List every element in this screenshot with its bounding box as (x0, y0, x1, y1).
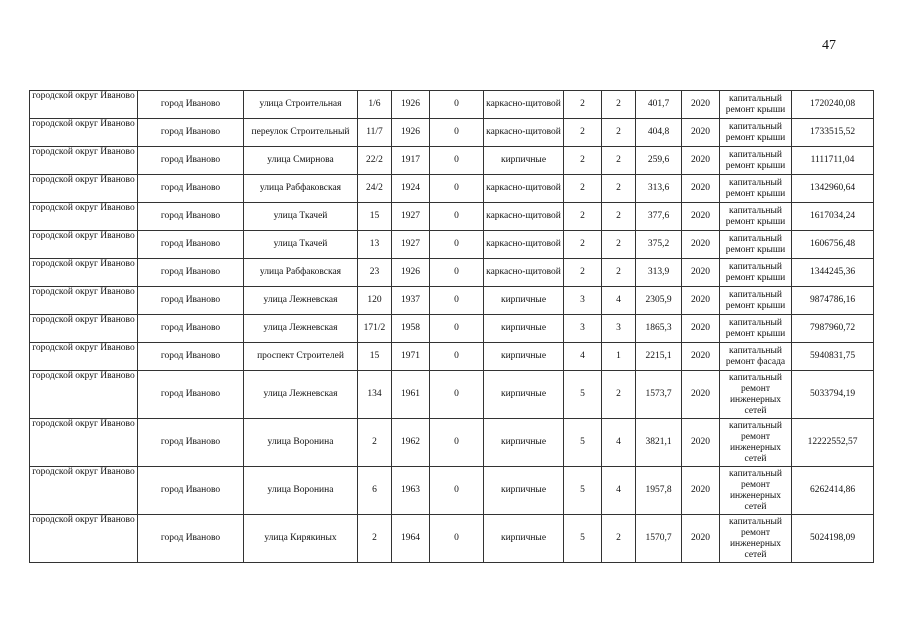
cell-cost: 1342960,64 (792, 175, 874, 203)
cell-planned-year: 2020 (682, 287, 720, 315)
cell-year-major-repair: 0 (430, 119, 484, 147)
cell-area: 377,6 (636, 203, 682, 231)
cell-area: 1570,7 (636, 515, 682, 563)
cell-house-number: 2 (358, 515, 392, 563)
cell-year-built: 1937 (392, 287, 430, 315)
cell-year-built: 1958 (392, 315, 430, 343)
cell-floors: 2 (564, 91, 602, 119)
cell-cost: 1111711,04 (792, 147, 874, 175)
cell-work-type: капитальный ремонт крыши (720, 287, 792, 315)
table-row (30, 515, 874, 563)
cell-settlement: город Иваново (138, 315, 244, 343)
cell-street: улица Ткачей (244, 203, 358, 231)
cell-area: 3821,1 (636, 419, 682, 467)
cell-entrances: 2 (602, 203, 636, 231)
cell-area: 1573,7 (636, 371, 682, 419)
cell-year-built: 1924 (392, 175, 430, 203)
cell-municipality: городской округ Иваново (30, 343, 138, 371)
cell-entrances: 2 (602, 371, 636, 419)
table-row (30, 231, 874, 259)
cell-street: проспект Строителей (244, 343, 358, 371)
cell-house-number: 23 (358, 259, 392, 287)
cell-wall-material: каркасно-щитовой (484, 259, 564, 287)
cell-year-major-repair: 0 (430, 231, 484, 259)
cell-entrances: 4 (602, 419, 636, 467)
buildings-table (29, 90, 874, 563)
cell-area: 401,7 (636, 91, 682, 119)
cell-settlement: город Иваново (138, 91, 244, 119)
cell-year-major-repair: 0 (430, 315, 484, 343)
table-row (30, 343, 874, 371)
table-body (30, 91, 874, 563)
cell-street: улица Строительная (244, 91, 358, 119)
cell-settlement: город Иваново (138, 343, 244, 371)
cell-planned-year: 2020 (682, 175, 720, 203)
cell-cost: 1606756,48 (792, 231, 874, 259)
cell-year-major-repair: 0 (430, 287, 484, 315)
cell-work-type: капитальный ремонт крыши (720, 259, 792, 287)
cell-municipality: городской округ Иваново (30, 287, 138, 315)
cell-wall-material: кирпичные (484, 147, 564, 175)
table-row (30, 287, 874, 315)
cell-year-built: 1926 (392, 259, 430, 287)
cell-municipality: городской округ Иваново (30, 91, 138, 119)
cell-floors: 2 (564, 147, 602, 175)
cell-entrances: 1 (602, 343, 636, 371)
cell-year-built: 1961 (392, 371, 430, 419)
cell-house-number: 120 (358, 287, 392, 315)
cell-entrances: 2 (602, 119, 636, 147)
cell-planned-year: 2020 (682, 343, 720, 371)
cell-area: 259,6 (636, 147, 682, 175)
cell-work-type: капитальный ремонт инженерных сетей (720, 515, 792, 563)
cell-floors: 2 (564, 175, 602, 203)
cell-area: 2215,1 (636, 343, 682, 371)
table-row (30, 91, 874, 119)
cell-settlement: город Иваново (138, 175, 244, 203)
cell-floors: 3 (564, 315, 602, 343)
cell-work-type: капитальный ремонт крыши (720, 175, 792, 203)
cell-floors: 2 (564, 203, 602, 231)
cell-area: 404,8 (636, 119, 682, 147)
cell-planned-year: 2020 (682, 371, 720, 419)
cell-work-type: капитальный ремонт фасада (720, 343, 792, 371)
cell-year-major-repair: 0 (430, 371, 484, 419)
cell-municipality: городской округ Иваново (30, 467, 138, 515)
cell-cost: 1733515,52 (792, 119, 874, 147)
cell-street: улица Лежневская (244, 315, 358, 343)
cell-street: переулок Строительный (244, 119, 358, 147)
cell-municipality: городской округ Иваново (30, 371, 138, 419)
cell-year-built: 1963 (392, 467, 430, 515)
cell-house-number: 134 (358, 371, 392, 419)
cell-entrances: 3 (602, 315, 636, 343)
cell-wall-material: кирпичные (484, 419, 564, 467)
cell-area: 375,2 (636, 231, 682, 259)
cell-floors: 5 (564, 467, 602, 515)
cell-wall-material: кирпичные (484, 371, 564, 419)
cell-municipality: городской округ Иваново (30, 315, 138, 343)
cell-cost: 9874786,16 (792, 287, 874, 315)
cell-year-major-repair: 0 (430, 467, 484, 515)
cell-settlement: город Иваново (138, 231, 244, 259)
cell-settlement: город Иваново (138, 515, 244, 563)
cell-entrances: 2 (602, 175, 636, 203)
table-row (30, 467, 874, 515)
cell-year-major-repair: 0 (430, 343, 484, 371)
cell-wall-material: кирпичные (484, 315, 564, 343)
cell-cost: 7987960,72 (792, 315, 874, 343)
cell-municipality: городской округ Иваново (30, 119, 138, 147)
cell-house-number: 15 (358, 203, 392, 231)
cell-house-number: 13 (358, 231, 392, 259)
cell-settlement: город Иваново (138, 467, 244, 515)
cell-cost: 5033794,19 (792, 371, 874, 419)
cell-work-type: капитальный ремонт инженерных сетей (720, 419, 792, 467)
cell-wall-material: кирпичные (484, 287, 564, 315)
cell-street: улица Ткачей (244, 231, 358, 259)
cell-cost: 6262414,86 (792, 467, 874, 515)
cell-area: 1865,3 (636, 315, 682, 343)
cell-work-type: капитальный ремонт крыши (720, 119, 792, 147)
cell-street: улица Кирякиных (244, 515, 358, 563)
cell-year-built: 1926 (392, 91, 430, 119)
cell-work-type: капитальный ремонт инженерных сетей (720, 371, 792, 419)
cell-work-type: капитальный ремонт крыши (720, 147, 792, 175)
cell-house-number: 6 (358, 467, 392, 515)
cell-floors: 2 (564, 119, 602, 147)
cell-planned-year: 2020 (682, 91, 720, 119)
cell-year-major-repair: 0 (430, 203, 484, 231)
cell-floors: 5 (564, 515, 602, 563)
cell-planned-year: 2020 (682, 467, 720, 515)
cell-municipality: городской округ Иваново (30, 419, 138, 467)
cell-entrances: 4 (602, 287, 636, 315)
cell-wall-material: каркасно-щитовой (484, 175, 564, 203)
cell-floors: 5 (564, 371, 602, 419)
cell-entrances: 2 (602, 515, 636, 563)
cell-work-type: капитальный ремонт крыши (720, 91, 792, 119)
cell-year-major-repair: 0 (430, 91, 484, 119)
cell-cost: 5940831,75 (792, 343, 874, 371)
cell-wall-material: каркасно-щитовой (484, 231, 564, 259)
cell-planned-year: 2020 (682, 147, 720, 175)
cell-municipality: городской округ Иваново (30, 147, 138, 175)
cell-municipality: городской округ Иваново (30, 515, 138, 563)
cell-work-type: капитальный ремонт крыши (720, 315, 792, 343)
cell-planned-year: 2020 (682, 315, 720, 343)
cell-entrances: 2 (602, 147, 636, 175)
cell-street: улица Воронина (244, 467, 358, 515)
cell-cost: 1344245,36 (792, 259, 874, 287)
cell-entrances: 2 (602, 91, 636, 119)
cell-year-major-repair: 0 (430, 419, 484, 467)
cell-work-type: капитальный ремонт инженерных сетей (720, 467, 792, 515)
cell-area: 2305,9 (636, 287, 682, 315)
cell-wall-material: кирпичные (484, 343, 564, 371)
cell-year-major-repair: 0 (430, 515, 484, 563)
page-number: 47 (822, 38, 836, 53)
cell-settlement: город Иваново (138, 119, 244, 147)
table-row (30, 147, 874, 175)
cell-floors: 3 (564, 287, 602, 315)
cell-wall-material: кирпичные (484, 515, 564, 563)
cell-planned-year: 2020 (682, 231, 720, 259)
table-row (30, 419, 874, 467)
cell-municipality: городской округ Иваново (30, 231, 138, 259)
cell-house-number: 15 (358, 343, 392, 371)
table-row (30, 119, 874, 147)
cell-house-number: 24/2 (358, 175, 392, 203)
cell-year-built: 1964 (392, 515, 430, 563)
cell-street: улица Смирнова (244, 147, 358, 175)
cell-area: 313,6 (636, 175, 682, 203)
cell-settlement: город Иваново (138, 371, 244, 419)
cell-work-type: капитальный ремонт крыши (720, 231, 792, 259)
cell-settlement: город Иваново (138, 287, 244, 315)
table-row (30, 203, 874, 231)
cell-house-number: 171/2 (358, 315, 392, 343)
cell-planned-year: 2020 (682, 259, 720, 287)
cell-wall-material: каркасно-щитовой (484, 91, 564, 119)
cell-settlement: город Иваново (138, 419, 244, 467)
cell-year-major-repair: 0 (430, 147, 484, 175)
cell-work-type: капитальный ремонт крыши (720, 203, 792, 231)
cell-floors: 2 (564, 231, 602, 259)
cell-street: улица Рабфаковская (244, 175, 358, 203)
cell-street: улица Лежневская (244, 371, 358, 419)
cell-floors: 4 (564, 343, 602, 371)
cell-settlement: город Иваново (138, 203, 244, 231)
cell-planned-year: 2020 (682, 119, 720, 147)
cell-year-built: 1926 (392, 119, 430, 147)
cell-wall-material: каркасно-щитовой (484, 203, 564, 231)
cell-municipality: городской округ Иваново (30, 203, 138, 231)
cell-house-number: 22/2 (358, 147, 392, 175)
cell-municipality: городской округ Иваново (30, 175, 138, 203)
cell-area: 313,9 (636, 259, 682, 287)
table-row (30, 371, 874, 419)
cell-floors: 5 (564, 419, 602, 467)
cell-year-major-repair: 0 (430, 259, 484, 287)
cell-entrances: 4 (602, 467, 636, 515)
cell-year-major-repair: 0 (430, 175, 484, 203)
cell-planned-year: 2020 (682, 419, 720, 467)
cell-area: 1957,8 (636, 467, 682, 515)
cell-year-built: 1962 (392, 419, 430, 467)
cell-street: улица Рабфаковская (244, 259, 358, 287)
table-row (30, 175, 874, 203)
cell-street: улица Воронина (244, 419, 358, 467)
cell-house-number: 2 (358, 419, 392, 467)
table-row (30, 315, 874, 343)
cell-year-built: 1927 (392, 203, 430, 231)
cell-cost: 1617034,24 (792, 203, 874, 231)
cell-year-built: 1927 (392, 231, 430, 259)
cell-municipality: городской округ Иваново (30, 259, 138, 287)
cell-cost: 5024198,09 (792, 515, 874, 563)
cell-street: улица Лежневская (244, 287, 358, 315)
cell-settlement: город Иваново (138, 259, 244, 287)
cell-entrances: 2 (602, 259, 636, 287)
cell-planned-year: 2020 (682, 515, 720, 563)
cell-entrances: 2 (602, 231, 636, 259)
cell-wall-material: каркасно-щитовой (484, 119, 564, 147)
cell-year-built: 1917 (392, 147, 430, 175)
cell-cost: 1720240,08 (792, 91, 874, 119)
cell-wall-material: кирпичные (484, 467, 564, 515)
cell-year-built: 1971 (392, 343, 430, 371)
cell-settlement: город Иваново (138, 147, 244, 175)
cell-house-number: 11/7 (358, 119, 392, 147)
cell-floors: 2 (564, 259, 602, 287)
cell-planned-year: 2020 (682, 203, 720, 231)
table-row (30, 259, 874, 287)
cell-house-number: 1/6 (358, 91, 392, 119)
cell-cost: 12222552,57 (792, 419, 874, 467)
